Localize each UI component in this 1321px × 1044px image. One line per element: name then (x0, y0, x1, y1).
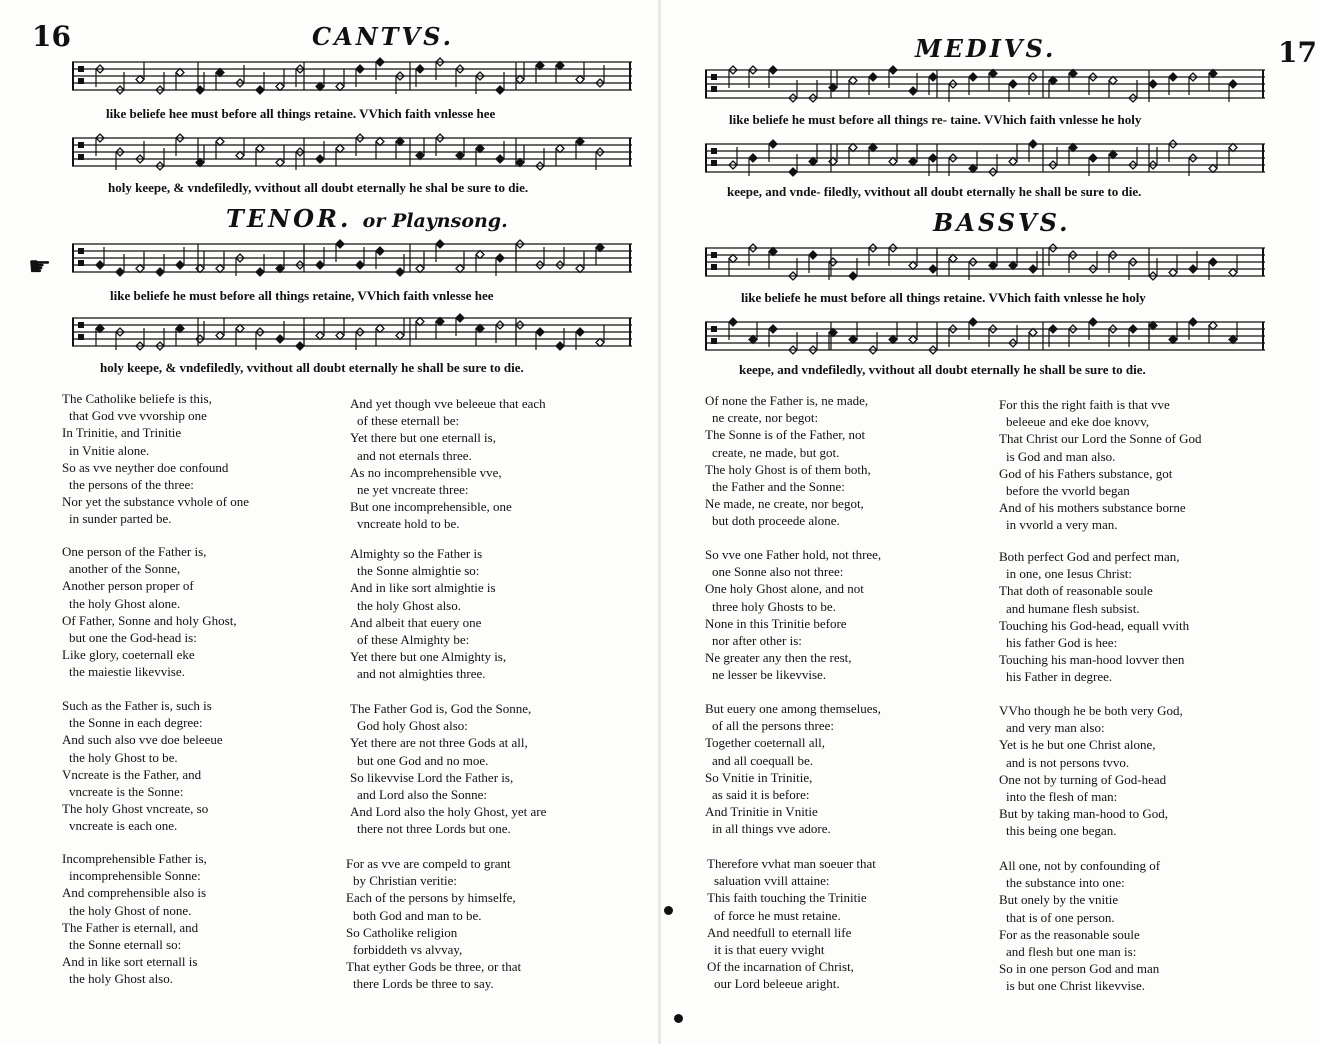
verse-line: and Lord also the Sonne: (357, 787, 487, 803)
tenor-lyric-2: holy keepe, & vndefiledly, vvithout all doubt eternally he shall be sure to die. (100, 360, 524, 375)
verse-line: That Christ our Lord the Sonne of God (999, 431, 1202, 447)
verse-line: And Trinitie in Vnitie (705, 804, 818, 820)
cantus-lyric-1: like beliefe hee must before all things retaine. VVhich faith vnlesse hee (106, 106, 496, 121)
verse-line: All one, not by confounding of (999, 858, 1161, 873)
verse-line: Yet there are not three Gods at all, (350, 735, 528, 751)
verse-line: the Sonne almightie so: (357, 563, 480, 579)
verse-line: and not eternals three. (357, 447, 472, 463)
pointing-hand-icon: ☛ (28, 252, 52, 282)
verse-line: and flesh but one man is: (1006, 944, 1137, 960)
verse-line: the holy Ghost of none. (69, 902, 192, 918)
verse-line: and is not persons tvvo. (1006, 754, 1130, 770)
cantus-lyric-2: holy keepe, & vndefiledly, vvithout all doubt eternally he shal be sure to die. (108, 180, 529, 195)
right-page (661, 0, 1321, 1044)
verse-line: One person of the Father is, (62, 544, 207, 559)
verse-line: Like glory, coeternall eke (62, 647, 195, 663)
verse-line: So Catholike religion (346, 924, 458, 940)
stanza-left-c1-2 (62, 543, 237, 681)
verse-line: But one incomprehensible, one (350, 499, 512, 515)
cantus-heading: CANTVS. (312, 22, 454, 51)
verse-line: Yet is he but one Christ alone, (999, 737, 1156, 753)
verse-line: Ne made, ne create, nor begot, (705, 496, 864, 512)
left-page (0, 0, 660, 1044)
verse-line: Another person proper of (62, 578, 194, 594)
verse-line: The Father God is, God the Sonne, (350, 701, 532, 716)
bassus-staff-1 (705, 240, 1265, 286)
verse-line: Touching his man-hood lovver then (999, 652, 1185, 668)
stanza-left-c2-3 (350, 700, 546, 838)
medius-lyric-1: like beliefe he must before all things re- taine. VVhich faith vnlesse he holy (729, 112, 1142, 127)
tenor-heading (226, 204, 508, 233)
verse-line: of all the persons three: (712, 718, 835, 734)
tenor-staff-2 (72, 310, 632, 356)
verse-line: And yet though vve beleeue that each (350, 396, 546, 411)
verse-line: is God and man also. (1006, 448, 1116, 464)
verse-line: ne lesser be likevvise. (712, 667, 827, 683)
verse-line: And needfull to eternall life (707, 924, 852, 940)
verse-line: saluation vvill attaine: (714, 873, 830, 889)
verse-line: incomprehensible Sonne: (69, 868, 201, 884)
verse-line: the Sonne in each degree: (69, 715, 203, 731)
verse-line: there not three Lords but one. (357, 821, 511, 837)
verse-line: As no incomprehensible vve, (350, 464, 502, 480)
verse-line: For this the right faith is that vve (999, 397, 1170, 412)
verse-line: his father God is hee: (1006, 635, 1118, 651)
verse-line: VVho though he be both very God, (999, 703, 1183, 718)
verse-line: nor after other is: (712, 633, 802, 649)
verse-line: the persons of the three: (69, 477, 194, 493)
verse-line: that is of one person. (1006, 909, 1115, 925)
verse-line: but one God and no moe. (357, 752, 489, 768)
stanza-right-c1-1 (705, 392, 871, 530)
verse-line: Therefore vvhat man soeuer that (707, 856, 876, 871)
verse-line: The Father is eternall, and (62, 919, 199, 935)
stanza-right-c2-2 (999, 548, 1189, 686)
verse-line: One not by turning of God-head (999, 771, 1167, 787)
verse-line: both God and man to be. (353, 907, 482, 923)
verse-line: but one the God-head is: (69, 630, 197, 646)
verse-line: the holy Ghost also. (69, 971, 173, 987)
stanza-left-c2-2 (350, 545, 506, 683)
stanza-right-c2-4 (999, 857, 1160, 995)
verse-line: And in like sort eternall is (62, 954, 198, 970)
ink-blot (664, 906, 673, 915)
stanza-right-c1-3 (705, 700, 881, 838)
verse-line: So in one person God and man (999, 961, 1160, 977)
verse-line: God holy Ghost also: (357, 718, 468, 734)
verse-line: by Christian veritie: (353, 873, 457, 889)
verse-line: But onely by the vnitie (999, 892, 1119, 908)
ink-blot (674, 1014, 683, 1023)
stanza-right-c1-4 (707, 855, 876, 993)
verse-line: And comprehensible also is (62, 885, 207, 901)
verse-line: Of the incarnation of Christ, (707, 959, 854, 975)
stanza-left-c1-3 (62, 697, 223, 835)
verse-line: there Lords be three to say. (353, 976, 494, 992)
verse-line: ne create, nor begot: (712, 410, 819, 426)
verse-line: Each of the persons by himselfe, (346, 890, 516, 906)
verse-line: beleeue and eke doe knovv, (1006, 414, 1150, 430)
verse-line: So vve one Father hold, not three, (705, 547, 882, 562)
verse-line: So Vnitie in Trinitie, (705, 769, 813, 785)
verse-line: Nor yet the substance vvhole of one (62, 494, 250, 510)
verse-line: ne yet vncreate three: (357, 482, 469, 498)
verse-line: of force he must retaine. (714, 907, 841, 923)
verse-line: And in like sort almightie is (350, 580, 496, 596)
verse-line: And Lord also the holy Ghost, yet are (350, 804, 547, 820)
verse-line: his Father in degree. (1006, 669, 1113, 685)
verse-line: in one, one Iesus Christ: (1006, 566, 1133, 582)
verse-line: before the vvorld began (1006, 483, 1130, 499)
verse-line: create, ne made, but got. (712, 444, 840, 460)
verse-line: is but one Christ likevvise. (1006, 978, 1146, 994)
verse-line: in Vnitie alone. (69, 442, 150, 458)
verse-line: three holy Ghosts to be. (712, 598, 836, 614)
stanza-left-c1-1 (62, 390, 249, 528)
page-number-left: 16 (32, 20, 71, 53)
stanza-right-c2-1 (999, 396, 1202, 534)
verse-line: the Sonne eternall so: (69, 937, 182, 953)
verse-line: into the flesh of man: (1006, 789, 1118, 805)
verse-line: of these eternall be: (357, 413, 460, 429)
verse-line: One holy Ghost alone, and not (705, 581, 864, 597)
stanza-left-c2-1 (350, 395, 546, 533)
stanza-left-c1-4 (62, 850, 207, 988)
verse-line: The holy Ghost vncreate, so (62, 801, 209, 817)
verse-line: Of none the Father is, ne made, (705, 393, 869, 408)
bassus-staff-2 (705, 314, 1265, 360)
verse-line: The Catholike beliefe is this, (62, 391, 212, 406)
verse-line: it is that euery vvight (714, 942, 825, 958)
verse-line: the maiestie likevvise. (69, 664, 185, 680)
tenor-title: TENOR. (226, 204, 352, 233)
verse-line: But by taking man-hood to God, (999, 806, 1168, 822)
verse-line: None in this Trinitie before (705, 615, 847, 631)
verse-line: Of Father, Sonne and holy Ghost, (62, 612, 237, 628)
verse-line: of these Almighty be: (357, 632, 470, 648)
verse-line: the substance into one: (1006, 875, 1125, 891)
verse-line: vncreate is each one. (69, 818, 178, 834)
verse-line: and humane flesh subsist. (1006, 600, 1140, 616)
verse-line: as said it is before: (712, 787, 810, 803)
verse-line: that God vve vvorship one (69, 408, 207, 424)
medius-lyric-2: keepe, and vnde- filedly, vvithout all doubt eternally he shall be sure to die. (727, 184, 1142, 199)
bassus-lyric-1: like beliefe he must before all things retaine. VVhich faith vnlesse he holy (741, 290, 1146, 305)
verse-line: Together coeternall all, (705, 735, 826, 751)
verse-line: the holy Ghost also. (357, 597, 461, 613)
verse-line: forbiddeth vs alvvay, (353, 942, 463, 958)
verse-line: Such as the Father is, such is (62, 698, 212, 713)
cantus-staff-1 (72, 54, 632, 100)
verse-line: The Sonne is of the Father, not (705, 427, 866, 443)
medius-heading: MEDIVS. (915, 34, 1057, 63)
bassus-heading: BASSVS. (933, 208, 1071, 237)
verse-line: the holy Ghost alone. (69, 595, 181, 611)
verse-line: in all things vve adore. (712, 821, 831, 837)
verse-line: one Sonne also not three: (712, 564, 844, 580)
verse-line: and all coequall be. (712, 752, 814, 768)
tenor-staff-1 (72, 236, 632, 282)
medius-staff-1 (705, 62, 1265, 108)
verse-line: in sunder parted be. (69, 511, 172, 527)
verse-line: this being one began. (1006, 823, 1117, 839)
verse-line: Both perfect God and perfect man, (999, 549, 1180, 564)
verse-line: the holy Ghost to be. (69, 749, 178, 765)
verse-line: and not almighties three. (357, 666, 486, 682)
verse-line: This faith touching the Trinitie (707, 890, 867, 906)
page-number-right: 17 (1278, 36, 1317, 69)
verse-line: In Trinitie, and Trinitie (62, 425, 182, 441)
verse-line: Touching his God-head, equall vvith (999, 617, 1190, 633)
verse-line: Yet there but one Almighty is, (350, 649, 507, 665)
verse-line: Ne greater any then the rest, (705, 650, 852, 666)
bassus-lyric-2: keepe, and vndefiledly, vvithout all doubt eternally he shall be sure to die. (739, 362, 1146, 377)
verse-line: and very man also: (1006, 720, 1105, 736)
stanza-right-c1-2 (705, 546, 881, 684)
stanza-right-c2-3 (999, 702, 1183, 840)
verse-line: And of his mothers substance borne (999, 500, 1186, 516)
verse-line: For as vve are compeld to grant (346, 856, 511, 871)
medius-staff-2 (705, 136, 1265, 182)
verse-line: Incomprehensible Father is, (62, 851, 207, 866)
verse-line: So as vve neyther doe confound (62, 459, 229, 475)
verse-line: God of his Fathers substance, got (999, 465, 1173, 481)
verse-line: The holy Ghost is of them both, (705, 461, 871, 477)
verse-line: our Lord beleeue aright. (714, 976, 840, 992)
verse-line: So likevvise Lord the Father is, (350, 769, 514, 785)
verse-line: And albeit that euery one (350, 614, 482, 630)
verse-line: That eyther Gods be three, or that (346, 959, 522, 975)
verse-line: For as the reasonable soule (999, 926, 1140, 942)
verse-line: Vncreate is the Father, and (62, 766, 202, 782)
verse-line: another of the Sonne, (69, 561, 181, 577)
verse-line: in vvorld a very man. (1006, 517, 1118, 533)
verse-line: but doth proceede alone. (712, 513, 840, 529)
tenor-subtitle: or Playnsong. (362, 210, 508, 232)
cantus-staff-2 (72, 130, 632, 176)
tenor-lyric-1: like beliefe he must before all things retaine, VVhich faith vnlesse hee (110, 288, 494, 303)
verse-line: the Father and the Sonne: (712, 479, 845, 495)
verse-line: Almighty so the Father is (350, 546, 483, 561)
verse-line: Yet there but one eternall is, (350, 430, 496, 446)
stanza-left-c2-4 (346, 855, 521, 993)
verse-line: vncreate is the Sonne: (69, 784, 184, 800)
verse-line: But euery one among themselues, (705, 701, 881, 716)
verse-line: vncreate hold to be. (357, 516, 460, 532)
verse-line: That doth of reasonable soule (999, 583, 1153, 599)
verse-line: And such also vve doe beleeue (62, 732, 223, 748)
